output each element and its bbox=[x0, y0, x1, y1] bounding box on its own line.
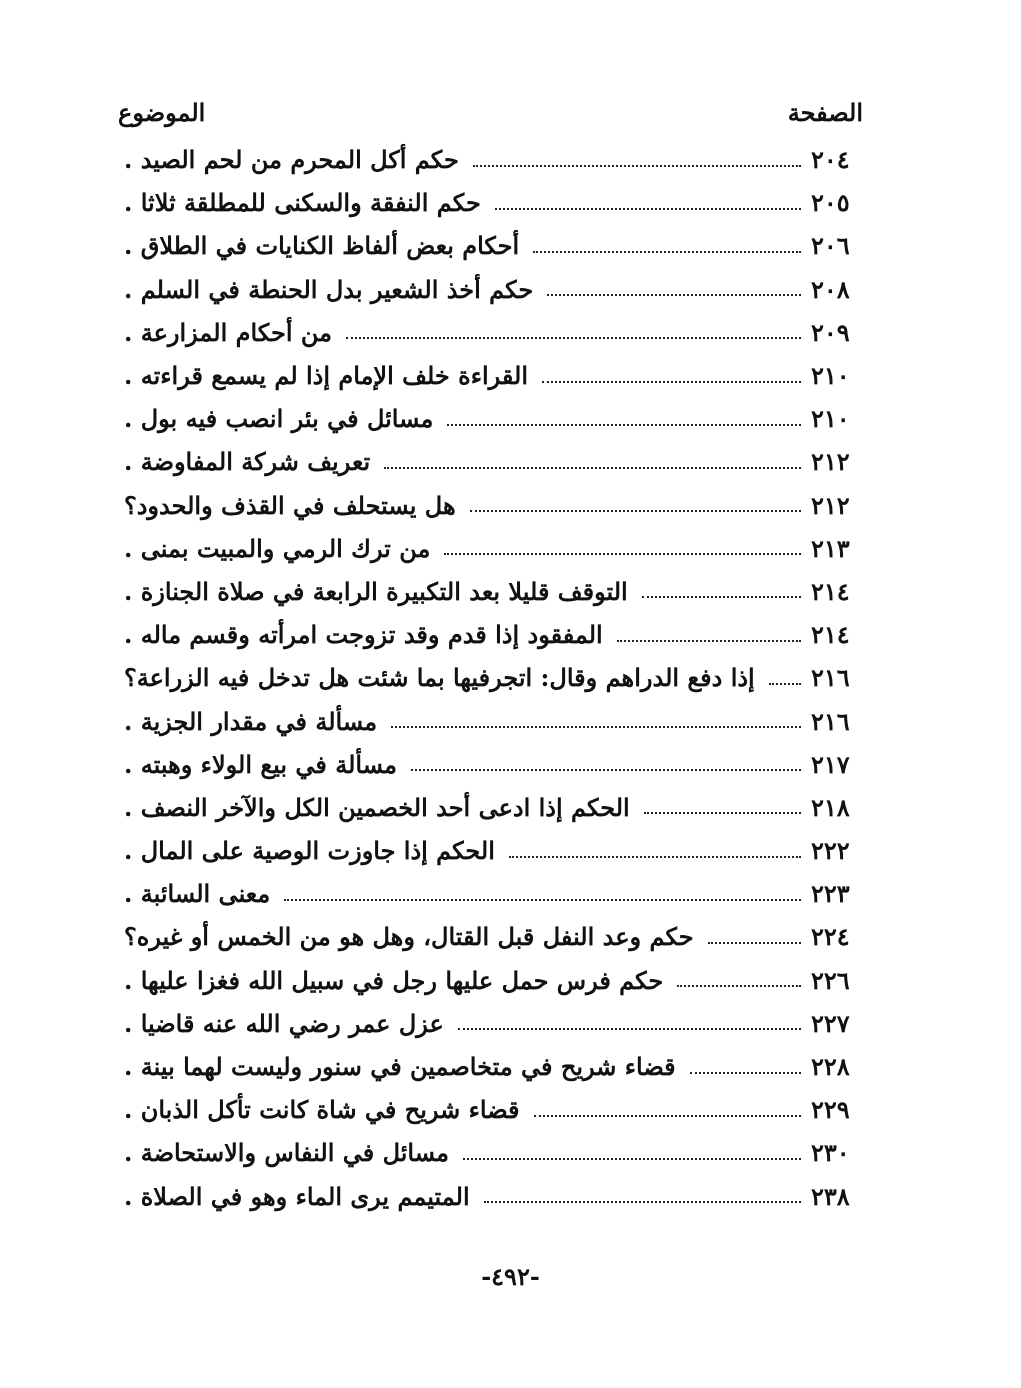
toc-entry-title: المتيمم يرى الماء وهو في الصلاة . bbox=[124, 1181, 470, 1211]
toc-entry-title: عزل عمر رضي الله عنه قاضيا . bbox=[124, 1008, 444, 1038]
toc-entry-title: مسائل في بئر انصب فيه بول . bbox=[124, 404, 434, 434]
toc-entry-page: ٢١٣ bbox=[811, 533, 850, 563]
table-of-contents bbox=[118, 138, 863, 1218]
toc-entry-page: ٢٢٧ bbox=[811, 1008, 850, 1038]
toc-entry bbox=[118, 613, 863, 656]
toc-entry-page: ٢٢٣ bbox=[811, 879, 850, 909]
toc-entry-page: ٢٢٢ bbox=[811, 836, 850, 866]
toc-entry-title: من أحكام المزارعة . bbox=[124, 317, 333, 347]
toc-entry bbox=[118, 1088, 863, 1131]
toc-entry-title: الحكم إذا ادعى أحد الخصمين الكل والآخر النصف . bbox=[124, 792, 630, 822]
dot-leader bbox=[447, 424, 801, 426]
dot-leader bbox=[509, 856, 801, 858]
dot-leader bbox=[284, 899, 801, 901]
toc-entry-title: تعريف شركة المفاوضة . bbox=[124, 447, 371, 477]
dot-leader bbox=[533, 251, 801, 253]
toc-entry-title: مسائل في النفاس والاستحاضة . bbox=[124, 1138, 450, 1168]
toc-entry-page: ٢٠٩ bbox=[811, 317, 850, 347]
toc-entry-title: حكم النفقة والسكنى للمطلقة ثلاثا . bbox=[124, 188, 481, 218]
toc-entry bbox=[118, 656, 863, 699]
toc-entry-page: ٢١٢ bbox=[811, 447, 850, 477]
toc-entry-page: ٢٠٥ bbox=[811, 188, 850, 218]
toc-entry-title: حكم أخذ الشعير بدل الحنطة في السلم . bbox=[124, 274, 534, 304]
toc-entry-page: ٢١٢ bbox=[811, 490, 850, 520]
toc-entry bbox=[118, 1002, 863, 1045]
toc-entry-page: ٢٢٦ bbox=[811, 965, 850, 995]
toc-entry-page: ٢٢٩ bbox=[811, 1095, 850, 1125]
toc-entry-page: ٢٣٠ bbox=[811, 1138, 850, 1168]
toc-entry bbox=[118, 397, 863, 440]
toc-entry-title: التوقف قليلا بعد التكبيرة الرابعة في صلاة الجنازة . bbox=[124, 576, 628, 606]
dot-leader bbox=[677, 985, 801, 987]
dot-leader bbox=[617, 640, 801, 642]
toc-entry-title: من ترك الرمي والمبيت بمنى . bbox=[124, 533, 431, 563]
toc-entry bbox=[118, 1131, 863, 1174]
toc-entry-title: أحكام بعض ألفاظ الكنايات في الطلاق . bbox=[124, 231, 520, 261]
toc-entry-title: حكم وعد النفل قبل القتال، وهل هو من الخمس أو غيره؟ bbox=[124, 922, 694, 952]
toc-entry-page: ٢١٦ bbox=[811, 663, 850, 693]
toc-entry-page: ٢١٦ bbox=[811, 706, 850, 736]
dot-leader bbox=[690, 1072, 801, 1074]
toc-entry bbox=[118, 311, 863, 354]
dot-leader bbox=[444, 553, 801, 555]
toc-entry bbox=[118, 699, 863, 742]
toc-entry-title: الحكم إذا جاوزت الوصية على المال . bbox=[124, 836, 495, 866]
toc-entry-page: ٢٠٤ bbox=[811, 145, 850, 175]
toc-entry-page: ٢١٠ bbox=[811, 361, 850, 391]
toc-entry-title: معنى السائبة . bbox=[124, 879, 271, 909]
toc-entry bbox=[118, 570, 863, 613]
toc-entry-title: مسألة في مقدار الجزية . bbox=[124, 706, 378, 736]
toc-entry bbox=[118, 440, 863, 483]
subject-column-label: الموضوع bbox=[118, 97, 206, 127]
toc-entry-page: ٢٢٤ bbox=[811, 922, 850, 952]
dot-leader bbox=[534, 1115, 802, 1117]
toc-entry bbox=[118, 1175, 863, 1218]
toc-entry-page: ٢٢٨ bbox=[811, 1052, 850, 1082]
toc-entry-page: ٢١٠ bbox=[811, 404, 850, 434]
toc-entry-page: ٢١٤ bbox=[811, 576, 850, 606]
toc-entry bbox=[118, 527, 863, 570]
toc-entry bbox=[118, 959, 863, 1002]
dot-leader bbox=[708, 942, 801, 944]
dot-leader bbox=[495, 208, 801, 210]
toc-entry bbox=[118, 268, 863, 311]
dot-leader bbox=[463, 1158, 801, 1160]
toc-entry-title: إذا دفع الدراهم وقال: اتجرفيها بما شئت هل تدخل فيه الزراعة؟ bbox=[124, 663, 755, 693]
toc-entry-page: ٢١٨ bbox=[811, 792, 850, 822]
dot-leader bbox=[542, 381, 801, 383]
toc-entry-page: ٢١٤ bbox=[811, 620, 850, 650]
toc-entry-page: ٢٠٦ bbox=[811, 231, 850, 261]
toc-entry-page: ٢١٧ bbox=[811, 749, 850, 779]
toc-entry-title: حكم أكل المحرم من لحم الصيد . bbox=[124, 145, 459, 175]
dot-leader bbox=[547, 294, 801, 296]
toc-entry-title: المفقود إذا قدم وقد تزوجت امرأته وقسم ماله . bbox=[124, 620, 603, 650]
toc-entry bbox=[118, 354, 863, 397]
dot-leader bbox=[384, 467, 801, 469]
toc-entry bbox=[118, 224, 863, 267]
toc-entry bbox=[118, 786, 863, 829]
toc-entry bbox=[118, 181, 863, 224]
toc-entry-title: قضاء شريح في متخاصمين في سنور وليست لهما بينة . bbox=[124, 1052, 676, 1082]
toc-entry bbox=[118, 484, 863, 527]
toc-entry bbox=[118, 872, 863, 915]
page-column-label: الصفحة bbox=[787, 97, 863, 127]
dot-leader bbox=[484, 1201, 801, 1203]
dot-leader bbox=[769, 683, 801, 685]
toc-entry-page: ٢٣٨ bbox=[811, 1181, 850, 1211]
toc-entry-title: حكم فرس حمل عليها رجل في سبيل الله فغزا عليها . bbox=[124, 965, 664, 995]
dot-leader bbox=[470, 510, 801, 512]
toc-entry-title: هل يستحلف في القذف والحدود؟ bbox=[124, 490, 456, 520]
dot-leader bbox=[346, 337, 801, 339]
toc-header bbox=[118, 92, 863, 132]
dot-leader bbox=[411, 769, 801, 771]
dot-leader bbox=[644, 812, 801, 814]
toc-entry-page: ٢٠٨ bbox=[811, 274, 850, 304]
dot-leader bbox=[458, 1028, 801, 1030]
toc-entry bbox=[118, 915, 863, 958]
toc-entry bbox=[118, 829, 863, 872]
toc-entry bbox=[118, 1045, 863, 1088]
dot-leader bbox=[391, 726, 801, 728]
toc-entry bbox=[118, 138, 863, 181]
toc-entry bbox=[118, 743, 863, 786]
dot-leader bbox=[473, 165, 801, 167]
toc-entry-title: القراءة خلف الإمام إذا لم يسمع قراءته . bbox=[124, 361, 529, 391]
page-number: -٤٩٢- bbox=[481, 1262, 540, 1291]
dot-leader bbox=[642, 596, 801, 598]
toc-entry-title: قضاء شريح في شاة كانت تأكل الذبان . bbox=[124, 1095, 520, 1125]
toc-entry-title: مسألة في بيع الولاء وهبته . bbox=[124, 749, 398, 779]
